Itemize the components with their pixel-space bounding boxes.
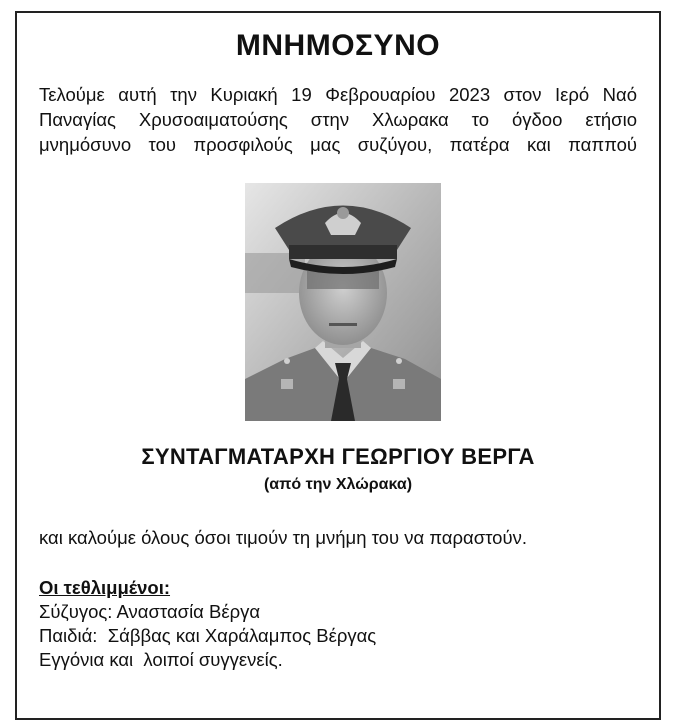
portrait-image (245, 183, 441, 421)
mourner-row: Σύζυγος: Αναστασία Βέργα (39, 601, 261, 622)
intro-line: μνημόσυνο του προσφιλούς μας συζύγου, πατέρα και παππού (39, 134, 637, 155)
invitation-text: και καλούμε όλους όσοι τιμούν τη μνήμη του να παραστούν. (39, 527, 527, 548)
portrait-photo (245, 183, 441, 421)
deceased-origin: (από την Χλώρακα) (263, 476, 413, 493)
mourner-row: Παιδιά: Σάββας και Χαράλαμπος Βέργας (39, 625, 377, 646)
intro-line: Παναγίας Χρυσοαιματούσης στην Χλωρακα το όγδοο ετήσιο (39, 109, 637, 130)
deceased-name: ΣΥΝΤΑΓΜΑΤΑΡΧΗ ΓΕΩΡΓΙΟΥ ΒΕΡΓΑ (141, 444, 535, 469)
notice-frame (15, 11, 661, 720)
mourner-row: Εγγόνια και λοιποί συγγενείς. (39, 649, 283, 670)
intro-line: Τελούμε αυτή την Κυριακή 19 Φεβρουαρίου 2023 στον Ιερό Ναό (39, 84, 637, 105)
mourners-heading: Οι τεθλιμμένοι: (39, 577, 171, 598)
mourners-section (39, 576, 376, 672)
notice-title: ΜΝΗΜΟΣΥΝΟ (235, 29, 441, 62)
intro-paragraph (39, 82, 637, 157)
